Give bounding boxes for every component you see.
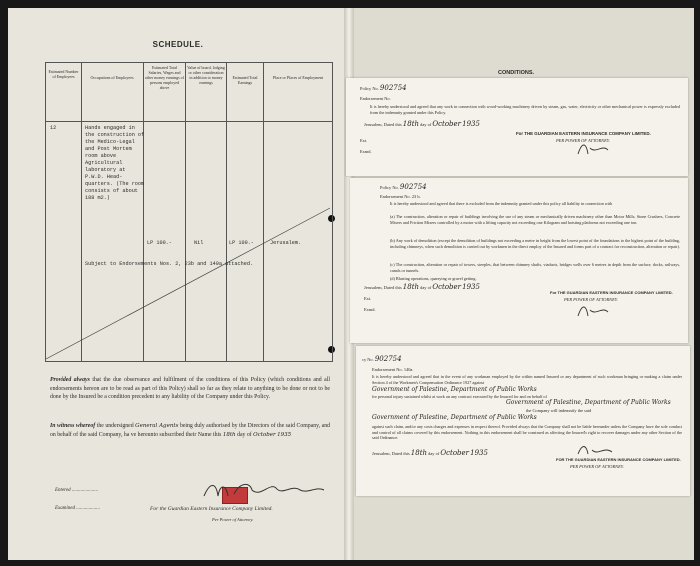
policy-no-3: cy No. 902754 <box>362 355 402 363</box>
dated-3: Jerusalem, Dated this 18th day of October 1935 <box>372 449 488 457</box>
header-employees: Estimated Number of Employees <box>48 69 79 79</box>
ext-1: Ext. <box>360 138 368 143</box>
provided-clause <box>50 376 330 402</box>
power-of-attorney: Per Power of Attorney. <box>212 517 254 522</box>
ext-2: Ext. <box>364 296 372 301</box>
endorsement-slip-2 <box>350 178 688 343</box>
endorsement-no-2: Endorsement No. 23 b. <box>380 194 421 199</box>
header-total: Estimated Total Earnings <box>232 75 258 85</box>
endorsement-3-hand-2: Government of Palestine, Department of Public Works <box>506 399 671 406</box>
witness-heading: In witness whereof <box>50 423 96 429</box>
endorsement-2-intro: It is hereby understood and agreed that there is excluded from the indemnity granted under this policy all liability in connection with <box>390 201 613 206</box>
witness-year: 1935 <box>277 431 292 438</box>
witness-agents: General Agents <box>135 423 179 429</box>
provided-text: that the due observance and fulfilment of the conditions of this Policy (which conditions and all endorsements hereon are to be read as part of this Policy) shall so far as they relate to anything to be done or not to be done by the Insured be a condition precedent to any liability of the Company under this Policy. <box>50 377 330 400</box>
policy-no-2: Policy No. 902754 <box>380 183 427 191</box>
row-occupation: Hands engaged in the construction of the Medico-Legal and Post Mortem room above Agricultural laboratory at P.W.D. Head-quarters. (The room consists of about 188 m2.) <box>85 125 145 201</box>
per-power-2: PER POWER OF ATTORNEY. <box>564 297 618 302</box>
endorsement-slip-3 <box>356 346 690 496</box>
endorsement-no-1: Endorsement No. <box>360 96 391 101</box>
company-for: For the Guardian Eastern Insurance Company Limited. <box>150 506 273 512</box>
endorsement-slip-1 <box>346 78 688 176</box>
header-place: Place or Places of Employment <box>272 75 324 80</box>
company-for-1: For THE GUARDIAN EASTERN INSURANCE COMPANY LIMITED. <box>516 131 651 136</box>
endorsement-2-a: (a) The construction, alteration or repair of buildings involving the use of any steam or mechanically driven machinery other than Motor Mills, Stone Crushers, Concrete Mixers and Friction Mixers controlled by a motor with a lifting capacity not exceeding one Kilogram and hoisting platforms not exceeding one ton. <box>390 214 680 225</box>
header-board: Value of board, lodging or other consideration in addition to money earnings <box>187 65 225 85</box>
signature-3 <box>576 442 626 460</box>
endorsement-3-text-4: against such claim, and/or any costs charges and expenses in respect thereof. Provided always that the Company shall not be liable hereunder unless the Company have the sole conduct and control of all claims covered by this endorsement. Nothing in this endorsement shall be construed as affecting the Insured's right to recover damages under any other Section of the said Ordinance. <box>372 424 682 441</box>
conditions-title: CONDITIONS. <box>498 70 535 76</box>
endorsement-3-text: It is hereby understood and agreed that in the event of any workman employed by the within named Insured or any department of such workman bringing or making a claim under Section 4 of the Workmen's Compensation Ordinance 1927 against <box>372 374 682 385</box>
endorsement-2-c: (c) The construction, alteration or repair of towers, steeples, that between chimney shafts, viaducts, bridges wells over 6 metres in depth from the surface, docks, railways, canals or tunnels. <box>390 262 680 273</box>
witness-text-1: the undersigned <box>96 423 134 429</box>
per-power-3: PER POWER OF ATTORNEY. <box>570 464 624 469</box>
endorsement-3-hand-1: Government of Palestine, Department of Public Works <box>372 386 537 393</box>
endorsement-1-text: It is hereby understood and agreed that any work in connection with wood-working machinery driven by steam, gas, water, electricity or other mechanical power is expressly excluded from the indemnity granted under this Policy. <box>370 104 680 115</box>
dated-2: Jerusalem, Dated this 18th day of October 1935 <box>364 283 480 291</box>
endorsement-2-d: (d) Blasting operations, quarrying or gravel getting. <box>390 276 477 281</box>
endorsement-2-b: (b) Any work of demolition (except the demolition of buildings not exceeding a metre in height from the lowest point of the foundations to the highest point of the building, including chimneys, when such demolition is carried out by workmen in the direct employ of the Insured and forms part of a contract for reconstruction, alteration or repair). <box>390 238 681 249</box>
endorsement-3-text-2: for personal injury sustained whilst at work on any contract executed by the Insured for and on behalf of <box>372 394 547 399</box>
schedule-table <box>45 62 333 362</box>
row-salaries: LP 100.- <box>147 240 172 246</box>
company-for-3: FOR THE GUARDIAN EASTERN INSURANCE COMPANY LIMITED. <box>556 457 681 462</box>
row-board: Nil <box>194 240 204 246</box>
signature-2 <box>576 302 616 322</box>
endorsement-3-text-3: the Company will indemnify the said <box>526 408 592 413</box>
witness-day: 18th <box>222 431 236 438</box>
signature <box>200 478 330 502</box>
company-for-2: For THE GUARDIAN EASTERN INSURANCE COMPANY LIMITED. <box>550 290 673 295</box>
witness-text-2: being duly authorised by the Directors of the said Company, and on behalf of the said Company, ha ve hereunto subscribed their Name this <box>50 423 331 438</box>
per-power-1: PER POWER OF ATTORNEY. <box>556 138 610 143</box>
header-occupations: Occupations of Employees <box>90 75 134 80</box>
witness-clause <box>50 422 330 439</box>
row-total: LP 100.- <box>229 240 254 246</box>
entered-label: Entered ..................... <box>55 488 99 493</box>
endorsement-no-3: Endorsement No. 140a. <box>372 367 414 372</box>
witness-month: October <box>253 431 276 438</box>
provided-heading: Provided always <box>50 377 90 383</box>
policy-no-1: Policy No. 902754 <box>360 84 407 92</box>
header-salaries: Estimated Total Salaries, Wages and other money earnings of persons employed above <box>145 65 184 90</box>
dated-1: Jerusalem, Dated this 18th day of October 1935 <box>364 120 480 128</box>
examined-label: Examined ................... <box>55 506 100 511</box>
exmd-2: Exmd. <box>364 307 376 312</box>
schedule-title: SCHEDULE. <box>152 40 204 49</box>
subject-endorsements: Subject to Endorsements Nos. 2, 23b and 140a attached. <box>85 261 254 267</box>
exmd-1: Exmd. <box>360 149 372 154</box>
cancel-diagonal <box>46 63 332 361</box>
endorsement-3-hand-3: Government of Palestine, Department of Public Works <box>372 414 537 421</box>
signature-1 <box>576 140 616 160</box>
witness-text-3: day of <box>237 431 252 438</box>
row-place: Jerusalem. <box>270 240 302 246</box>
row-count: 12 <box>50 125 57 131</box>
